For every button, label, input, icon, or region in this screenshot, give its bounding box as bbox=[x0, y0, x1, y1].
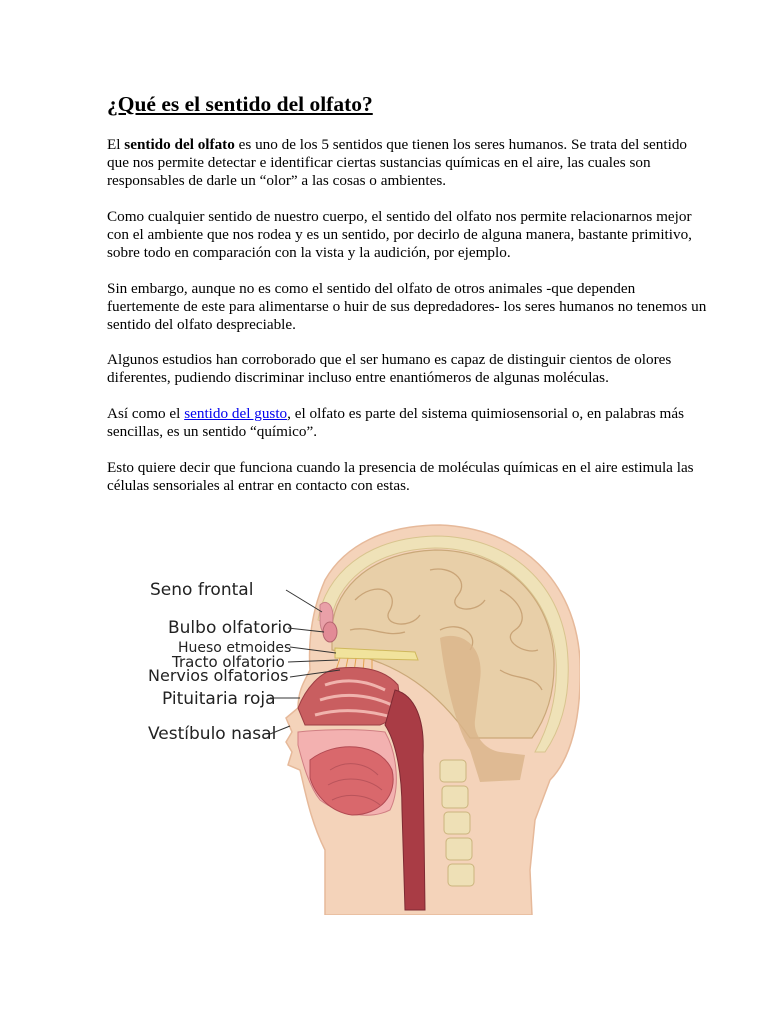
p5-line2: sencillas, es un sentido “químico”. bbox=[107, 423, 318, 441]
figure-labels bbox=[148, 580, 292, 744]
p6-line1: Esto quiere decir que funciona cuando la presencia de moléculas químicas en el aire estimula las bbox=[107, 459, 694, 476]
p2-line2: con el ambiente que nos rodea y es un sentido, por decirlo de alguna manera, bastante primitivo, bbox=[107, 226, 692, 244]
p2-line1: Como cualquier sentido de nuestro cuerpo, el sentido del olfato nos permite relacionarnos mejor bbox=[107, 208, 692, 225]
p4-line2: diferentes, pudiendo discriminar incluso entre enantiómeros de algunas moléculas. bbox=[107, 369, 609, 387]
label-nervios-olfatorios: Nervios olfatorios bbox=[148, 666, 289, 685]
label-hueso-etmoides: Hueso etmoides bbox=[178, 640, 292, 656]
paragraph-definition bbox=[107, 136, 707, 191]
link-sentido-del-gusto[interactable]: sentido del gusto bbox=[184, 405, 288, 422]
p6-line2: células sensoriales al entrar en contacto con estas. bbox=[107, 477, 410, 495]
page-title: ¿Qué es el sentido del olfato? bbox=[107, 92, 373, 116]
head-cross-section-illustration bbox=[140, 520, 580, 915]
p1-line1-rest: es uno de los 5 sentidos que tienen los seres humanos. Se trata del sentido bbox=[234, 136, 688, 153]
label-tracto-olfatorio: Tracto olfatorio bbox=[172, 653, 285, 671]
paragraph-how-it-works bbox=[107, 459, 707, 495]
term-sentido-del-olfato: sentido del olfato bbox=[124, 136, 235, 153]
paragraph-studies bbox=[107, 351, 707, 387]
p4-line1: Algunos estudios han corroborado que el ser humano es capaz de distinguir cientos de olores bbox=[107, 351, 672, 368]
olfactory-bulb bbox=[323, 622, 337, 642]
paragraph-chemical-sense bbox=[107, 405, 707, 441]
label-seno-frontal: Seno frontal bbox=[150, 580, 254, 600]
p2-line3: sobre todo en comparación con la vista y la audición, por ejemplo. bbox=[107, 244, 511, 262]
p5-after-link: , el olfato es parte del sistema quimiosensorial o, en palabras más bbox=[287, 405, 685, 422]
p3-line2: fuertemente de este para alimentarse o huir de sus depredadores- los seres humanos no tenemos un bbox=[107, 298, 707, 316]
label-vestibulo-nasal: Vestíbulo nasal bbox=[148, 724, 277, 744]
p3-line3: sentido del olfato despreciable. bbox=[107, 316, 296, 334]
paragraph-primitive-sense bbox=[107, 208, 707, 263]
olfactory-anatomy-figure bbox=[140, 520, 580, 915]
p5-before-link: Así como el bbox=[107, 405, 185, 422]
p1-intro: El bbox=[107, 136, 125, 153]
paragraph-other-animals bbox=[107, 280, 707, 335]
label-bulbo-olfatorio: Bulbo olfatorio bbox=[168, 618, 293, 638]
p3-line1: Sin embargo, aunque no es como el sentido del olfato de otros animales -que dependen bbox=[107, 280, 636, 297]
p1-line3: responsables de darle un “olor” a las cosas o ambientes. bbox=[107, 172, 447, 190]
p1-line2: que nos permite detectar e identificar ciertas sustancias químicas en el aire, las cuales son bbox=[107, 154, 651, 172]
label-pituitaria-roja: Pituitaria roja bbox=[162, 689, 276, 709]
